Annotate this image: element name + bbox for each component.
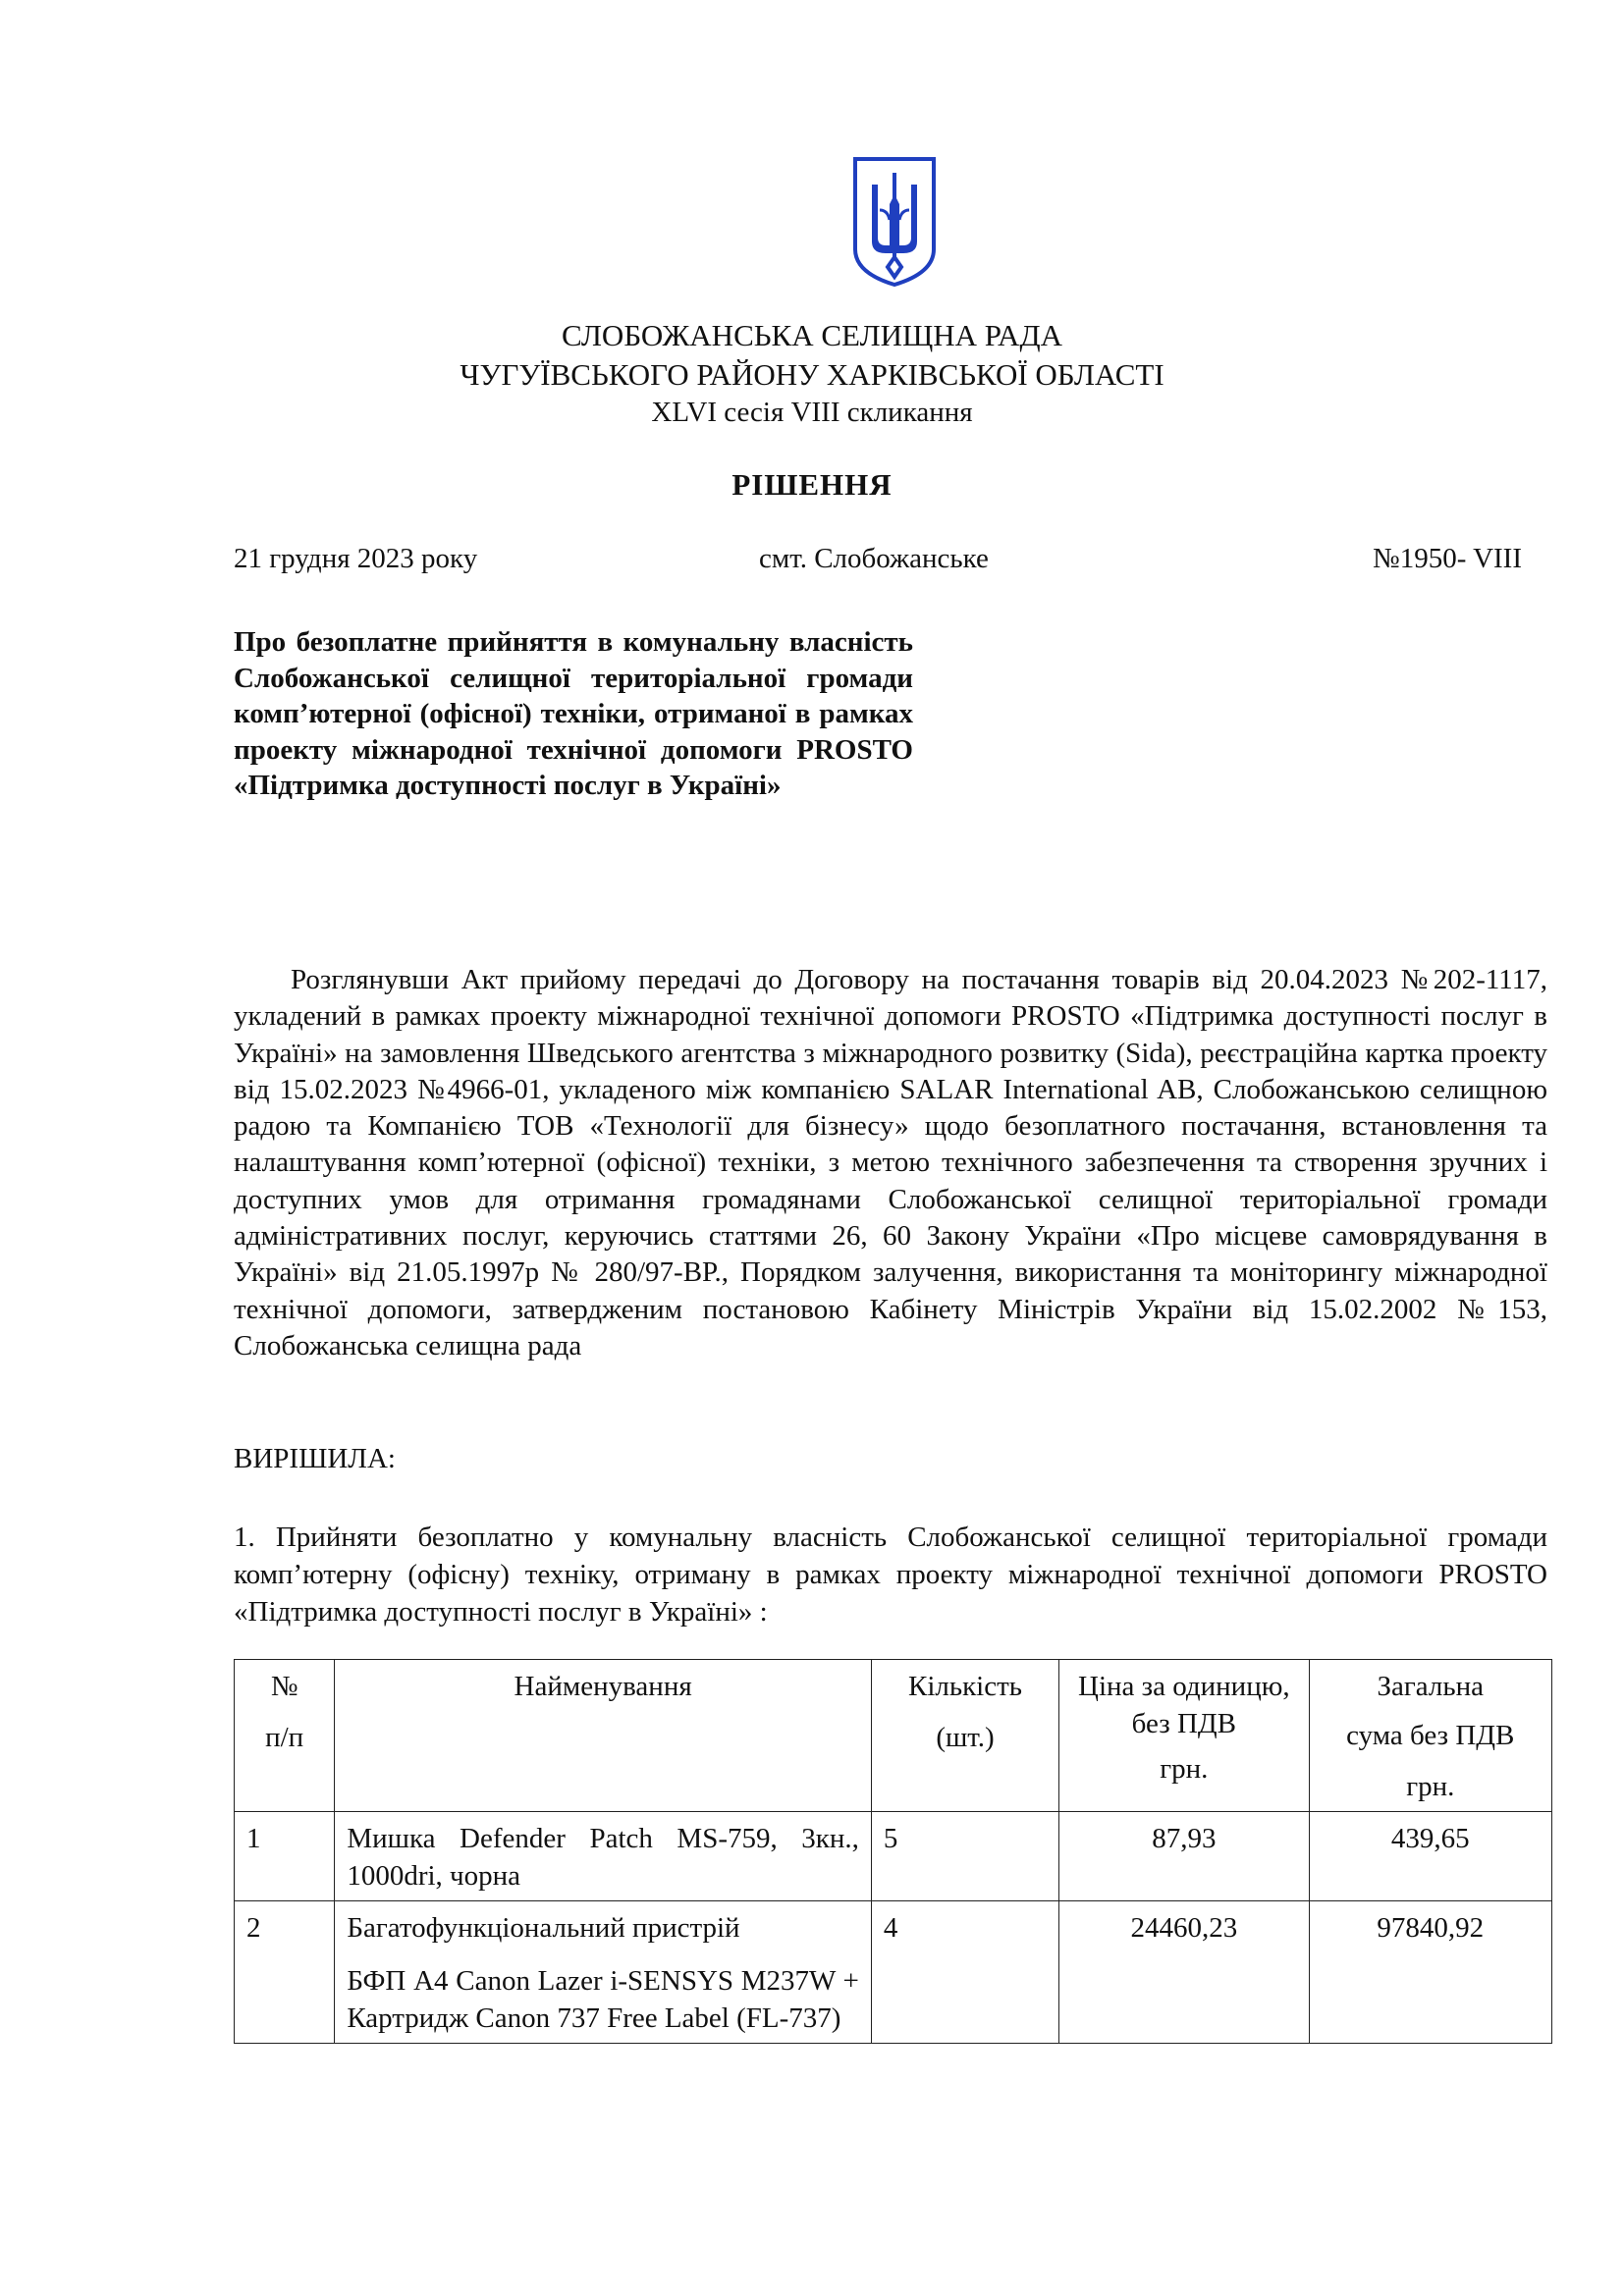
row-name-detail: БФП А4 Canon Lazer i-SENSYS M237W + Картридж Canon 737 Free Label (FL-737) xyxy=(347,1965,859,2034)
goods-table xyxy=(234,1659,1552,2044)
header-cell-sum xyxy=(1309,1660,1551,1812)
row-sum: 439,65 xyxy=(1309,1812,1551,1901)
header-name: Найменування xyxy=(514,1671,692,1702)
header-sum-line2: сума без ПДВ xyxy=(1346,1720,1515,1751)
header-price-line1: Ціна за одиницю, без ПДВ xyxy=(1078,1671,1290,1739)
header-cell-price xyxy=(1059,1660,1309,1812)
document-title: РІШЕННЯ xyxy=(731,467,893,502)
row-name-text: Мишка Defender Patch MS-759, 3кн., 1000drі, чорна xyxy=(347,1823,859,1892)
row-quantity: 4 xyxy=(871,1901,1058,2044)
row-number: 1 xyxy=(235,1812,335,1901)
row-number: 2 xyxy=(235,1901,335,2044)
row-sum: 97840,92 xyxy=(1309,1901,1551,2044)
row-price: 24460,23 xyxy=(1059,1901,1309,2044)
decision-subject: Про безоплатне прийняття в комунальну власність Слобожанської селищної територіальної громади комп’ютерної (офісної) техніки, отриманої в рамках проекту міжнародної технічної допомоги PROSTO «Підтримка доступності послуг в Україні» xyxy=(234,626,913,801)
header-quantity-line1: Кількість xyxy=(908,1671,1023,1702)
row-name xyxy=(335,1812,872,1901)
header-cell-number xyxy=(235,1660,335,1812)
decision-date: 21 грудня 2023 року xyxy=(234,543,478,574)
coat-of-arms-icon xyxy=(850,155,939,289)
table-row xyxy=(235,1901,1552,2044)
council-name: СЛОБОЖАНСЬКА СЕЛИЩНА РАДА xyxy=(562,318,1062,352)
session-name: XLVI сесія VIII скликання xyxy=(651,397,973,428)
decision-item-1: 1. Прийняти безоплатно у комунальну власність Слобожанської селищної територіальної громади комп’ютерну (офісну) техніку, отриману в рамках проекту міжнародної технічної допомоги PROSTO «Підтримка доступності послуг в Україні» : xyxy=(234,1522,1547,1628)
resolved-heading: ВИРІШИЛА: xyxy=(234,1443,396,1474)
header-price-line2: грн. xyxy=(1160,1753,1209,1785)
row-quantity: 5 xyxy=(871,1812,1058,1901)
header-cell-quantity xyxy=(871,1660,1058,1812)
header-cell-name xyxy=(335,1660,872,1812)
district-name: ЧУГУЇВСЬКОГО РАЙОНУ ХАРКІВСЬКОЇ ОБЛАСТІ xyxy=(460,357,1164,392)
table-row xyxy=(235,1812,1552,1901)
header-number-line1: № xyxy=(270,1671,298,1702)
header-sum-line1: Загальна xyxy=(1377,1671,1485,1702)
decision-place: смт. Слобожанське xyxy=(759,543,989,574)
header-sum-line3: грн. xyxy=(1406,1771,1455,1802)
header-quantity-line2: (шт.) xyxy=(936,1722,995,1753)
decision-number: №1950- VIII xyxy=(1373,543,1522,574)
row-price: 87,93 xyxy=(1059,1812,1309,1901)
row-name xyxy=(335,1901,872,2044)
preamble-paragraph: Розглянувши Акт прийому передачі до Договору на постачання товарів від 20.04.2023 №202-1117, укладений в рамках проекту міжнародної технічної допомоги PROSTO «Підтримка доступності послуг в Україні» на замовлення Шведського агентства з міжнародного розвитку (Sida), реєстраційна картка проекту від 15.02.2023 №4966-01, укладеного між компанією SALAR International AB, Слобожанською селищною радою та Компанією ТОВ «Технології для бізнесу» щодо безоплатного постачання, встановлення та налаштування комп’ютерної (офісної) техніки, з метою технічного забезпечення та створення зручних і доступних умов для отримання громадянами Слобожанської селищної територіальної громади адміністративних послуг, керуючись статтями 26, 60 Закону України «Про місцеве самоврядування в Україні» від 21.05.1997р № 280/97-ВР., Порядком залучення, використання та моніторингу міжнародної технічної допомоги, затвердженим постановою Кабінету Міністрів України від 15.02.2002 №153, Слобожанська селищна рада xyxy=(234,964,1547,1362)
row-name-text: Багатофункціональний пристрій xyxy=(347,1912,740,1944)
table-header-row xyxy=(235,1660,1552,1812)
header-number-line2: п/п xyxy=(265,1722,304,1753)
